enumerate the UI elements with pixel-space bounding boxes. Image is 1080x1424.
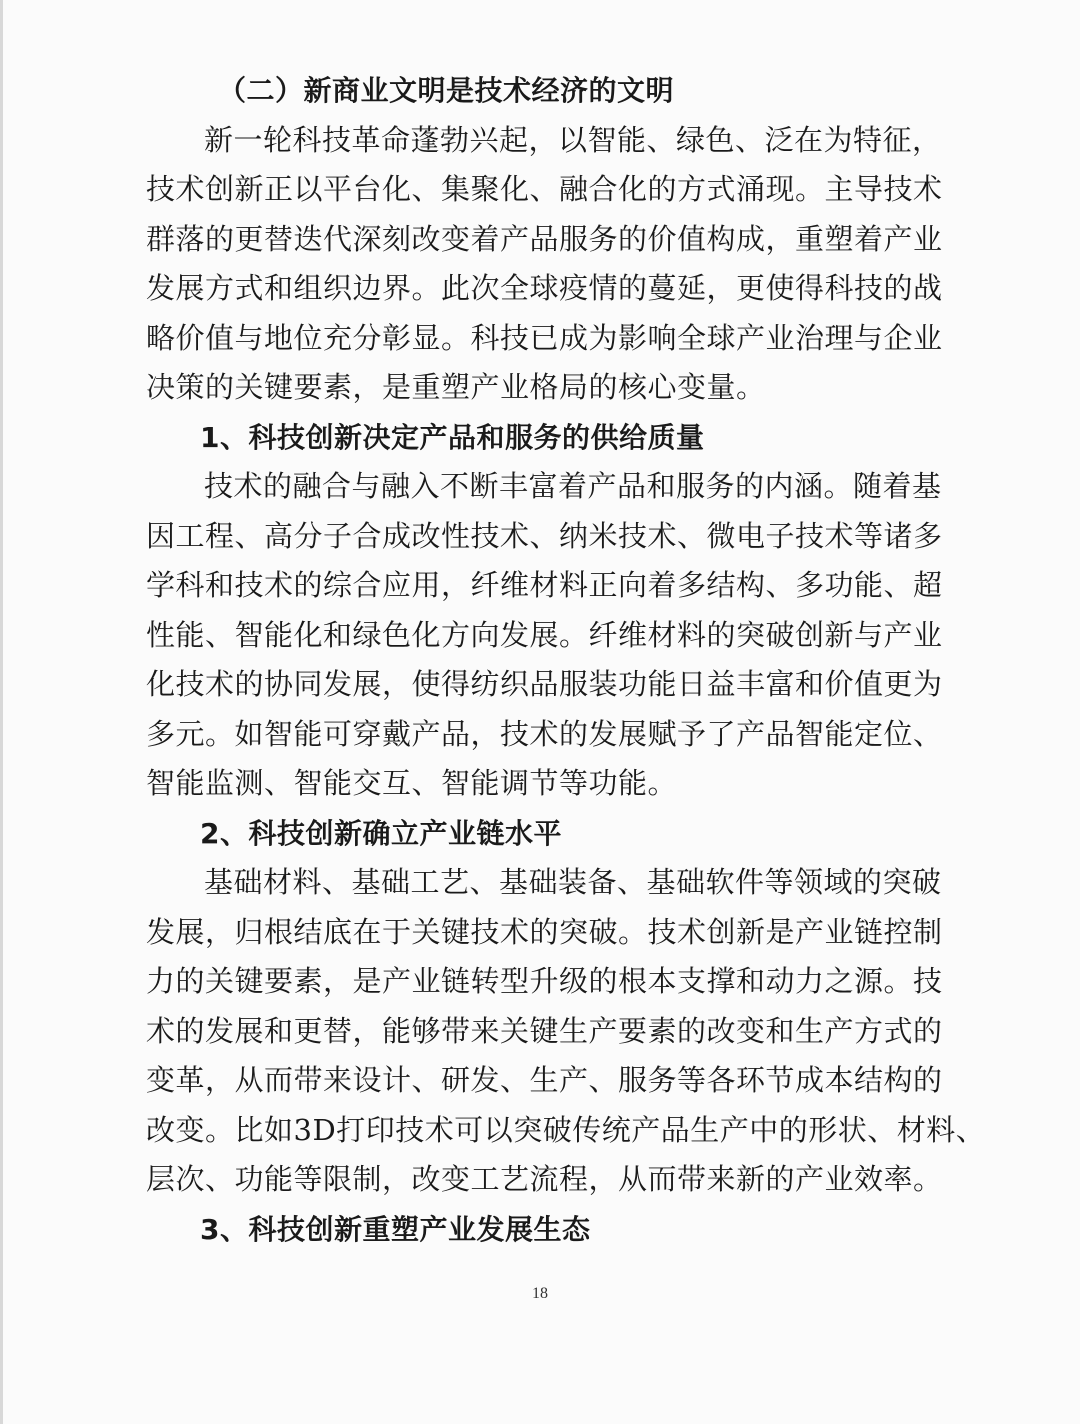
page-number: 18 — [532, 1285, 548, 1302]
text-line: 技术创新正以平台化、集聚化、融合化的方式涌现。主导技术 — [146, 172, 943, 206]
subheading-3: 3、科技创新重塑产业发展生态 — [200, 1212, 591, 1246]
text-line: 性能、智能化和绿色化方向发展。纤维材料的突破创新与产业 — [146, 617, 943, 652]
text-line: 因工程、高分子合成改性技术、纳米技术、微电子技术等诸多 — [146, 518, 943, 553]
subheading-1: 1、科技创新决定产品和服务的供给质量 — [200, 420, 705, 454]
paragraph-2 — [146, 462, 943, 809]
text-line: 改变。比如3D打印技术可以突破传统产品生产中的形状、材料、 — [146, 1112, 986, 1147]
text-line: 发展，归根结底在于关键技术的突破。技术创新是产业链控制 — [146, 914, 943, 949]
subheading-2: 2、科技创新确立产业链水平 — [200, 816, 562, 850]
document-body — [146, 66, 986, 1254]
text-line: 群落的更替迭代深刻改变着产品服务的价值构成，重塑着产业 — [146, 221, 943, 256]
text-line: 发展方式和组织边界。此次全球疫情的蔓延，更使得科技的战 — [146, 271, 943, 305]
text-line: 变革，从而带来设计、研发、生产、服务等各环节成本结构的 — [146, 1063, 943, 1097]
paragraph-1 — [146, 116, 943, 413]
text-line: 化技术的协同发展，使得纺织品服装功能日益丰富和价值更为 — [146, 667, 943, 701]
page-edge — [0, 0, 3, 1424]
paragraph-3 — [146, 858, 986, 1205]
text-line: 力的关键要素，是产业链转型升级的根本支撑和动力之源。技 — [146, 964, 943, 998]
text-line: 基础材料、基础工艺、基础装备、基础软件等领域的突破 — [204, 865, 942, 899]
text-line: 多元。如智能可穿戴产品，技术的发展赋予了产品智能定位、 — [146, 716, 943, 751]
text-line: 新一轮科技革命蓬勃兴起，以智能、绿色、泛在为特征， — [204, 122, 942, 157]
text-line: 术的发展和更替，能够带来关键生产要素的改变和生产方式的 — [146, 1013, 943, 1048]
text-line: 技术的融合与融入不断丰富着产品和服务的内涵。随着基 — [204, 469, 942, 503]
text-line: 略价值与地位充分彰显。科技已成为影响全球产业治理与企业 — [146, 320, 943, 355]
section-heading: （二）新商业文明是技术经济的文明 — [218, 74, 675, 107]
text-line: 智能监测、智能交互、智能调节等功能。 — [146, 766, 678, 800]
text-line: 层次、功能等限制，改变工艺流程，从而带来新的产业效率。 — [146, 1162, 943, 1196]
text-line: 决策的关键要素，是重塑产业格局的核心变量。 — [146, 370, 766, 404]
text-line: 学科和技术的综合应用，纤维材料正向着多结构、多功能、超 — [146, 568, 943, 602]
